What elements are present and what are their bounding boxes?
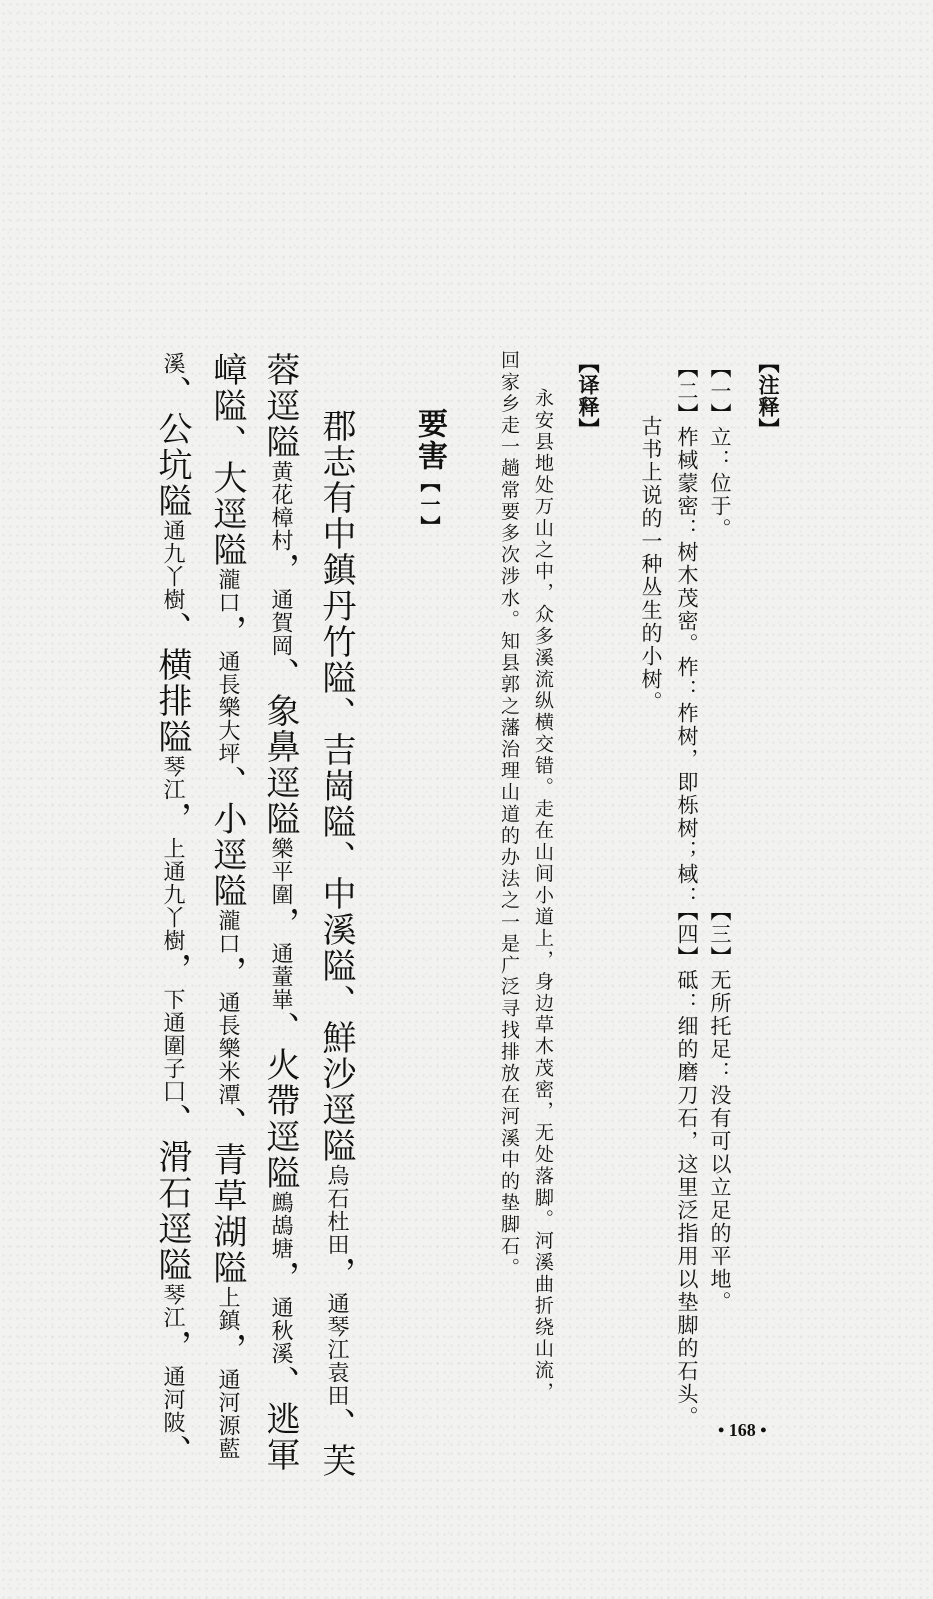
body-annotation: 通蕫崋 bbox=[268, 942, 293, 1011]
body-column-3 bbox=[207, 352, 247, 1460]
body-text-segment: ， bbox=[260, 906, 300, 942]
body-annotation: 通九丫樹 bbox=[160, 519, 185, 611]
body-text-segment: 嶂隘、大逕隘 bbox=[207, 352, 247, 568]
body-column-1 bbox=[316, 408, 356, 1479]
note-3: 【三】无所托足：没有可以立足的平地。 bbox=[708, 900, 732, 1314]
note-1: 【一】立：位于。 bbox=[708, 357, 732, 541]
body-text-segment: 、公坑隘 bbox=[152, 375, 192, 519]
page-number: • 168 • bbox=[718, 1420, 767, 1440]
body-text-segment: 、横排隘 bbox=[152, 611, 192, 755]
body-text-segment: 郡志有中鎮丹竹隘、吉崗隘、中溪隘、鮮沙逕隘 bbox=[316, 408, 356, 1164]
body-annotation: 溪 bbox=[160, 352, 185, 375]
body-text-segment: ， bbox=[207, 955, 247, 991]
note-marker: 【一】 bbox=[417, 472, 441, 538]
body-annotation: 琴江 bbox=[160, 1283, 185, 1329]
section-title bbox=[412, 408, 447, 538]
body-column-2 bbox=[260, 352, 300, 1473]
translation-line-2: 回家乡走一趟常要多次涉水。知县郭之藩治理山道的办法之一是广泛寻找排放在河溪中的垫脚石。 bbox=[498, 350, 520, 1279]
body-annotation: 通琴江袁田 bbox=[324, 1292, 349, 1407]
note-2-continued: 古书上说的一种丛生的小树。 bbox=[639, 415, 663, 714]
translation-heading: 【译释】 bbox=[576, 352, 601, 440]
body-annotation: 通賀岡 bbox=[268, 588, 293, 657]
body-annotation: 琴江 bbox=[160, 755, 185, 801]
body-text-segment: ， bbox=[316, 1256, 356, 1292]
body-text-segment: ， bbox=[260, 552, 300, 588]
body-annotation: 瀧口 bbox=[215, 909, 240, 955]
body-annotation: 瀧口 bbox=[215, 568, 240, 614]
body-annotation: 通長樂米潭 bbox=[215, 991, 240, 1106]
translation-line-1: 永安县地处万山之中，众多溪流纵横交错。走在山间小道上，身边草木茂密，无处落脚。河溪曲折绕山流， bbox=[532, 388, 554, 1404]
body-annotation: 烏石杜田 bbox=[324, 1164, 349, 1256]
body-text-segment: 、象鼻逕隘 bbox=[260, 657, 300, 837]
body-text-segment: 、火帶逕隘 bbox=[260, 1011, 300, 1191]
body-text-segment: ， bbox=[260, 1260, 300, 1296]
body-text-segment: ， bbox=[207, 614, 247, 650]
note-2: 【二】柞棫蒙密：树木茂密。柞：柞树，即栎树；棫： bbox=[675, 357, 699, 909]
body-text-segment: ， bbox=[152, 801, 192, 837]
body-text-segment: 、逃軍 bbox=[260, 1365, 300, 1473]
body-annotation: 通河源藍 bbox=[215, 1368, 240, 1460]
body-text-segment: ， bbox=[152, 952, 192, 988]
body-annotation: 黄花樟村 bbox=[268, 460, 293, 552]
body-column-4 bbox=[152, 352, 192, 1470]
body-text-segment: 、 bbox=[152, 1434, 192, 1470]
body-annotation: 樂平圍 bbox=[268, 837, 293, 906]
body-text-segment: ， bbox=[152, 1329, 192, 1365]
body-text-segment: 、青草湖隘 bbox=[207, 1106, 247, 1286]
body-annotation: 上鎮 bbox=[215, 1286, 240, 1332]
body-text-segment: ， bbox=[207, 1332, 247, 1368]
body-annotation: 通長樂大坪 bbox=[215, 650, 240, 765]
body-annotation: 上通九丫樹 bbox=[160, 837, 185, 952]
note-4: 【四】砥：细的磨刀石，这里泛指用以垫脚的石头。 bbox=[675, 900, 699, 1429]
body-text-segment: 、芙 bbox=[316, 1407, 356, 1479]
body-annotation: 通河陂 bbox=[160, 1365, 185, 1434]
body-text-segment: 、滑石逕隘 bbox=[152, 1103, 192, 1283]
body-annotation: 囗 bbox=[160, 1080, 185, 1103]
notes-heading: 【注释】 bbox=[756, 352, 781, 440]
body-annotation: 通秋溪 bbox=[268, 1296, 293, 1365]
body-annotation: 鷓鴣塘 bbox=[268, 1191, 293, 1260]
body-annotation: 下通圍子 bbox=[160, 988, 185, 1080]
body-text-segment: 蓉逕隘 bbox=[260, 352, 300, 460]
body-text-segment: 、小逕隘 bbox=[207, 765, 247, 909]
section-title-text: 要害 bbox=[412, 408, 447, 472]
